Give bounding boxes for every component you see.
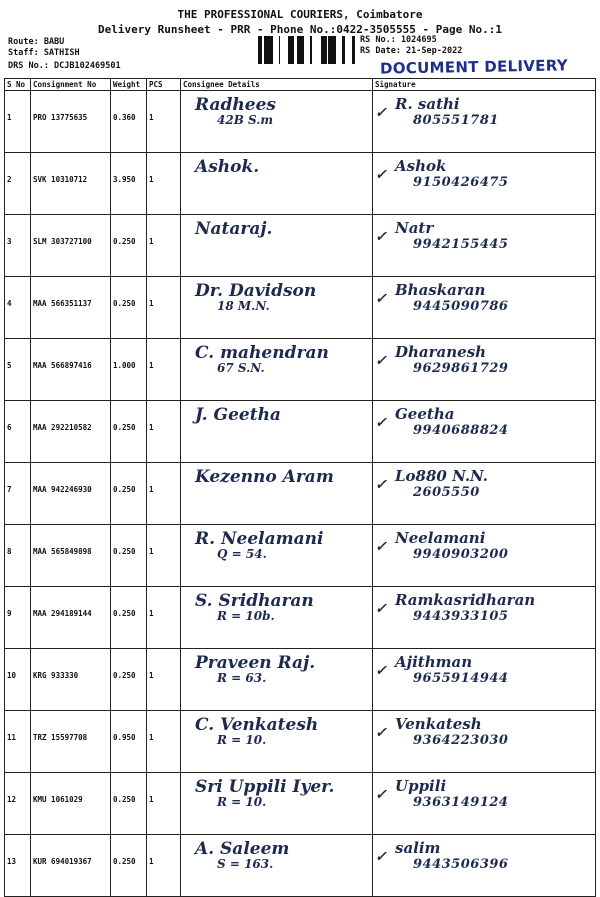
consignee-note: R = 10.: [217, 733, 267, 747]
rs-number: RS No.: 1024695: [360, 35, 437, 45]
consignee-name: Ashok.: [195, 157, 260, 177]
signature-phone: 9629861729: [413, 361, 509, 376]
signature-cell: [373, 215, 596, 277]
pieces-value: 1: [147, 215, 181, 277]
table-row: [5, 91, 596, 153]
signature-phone: 9940688824: [413, 423, 509, 438]
col-consignee: Consignee Details: [181, 79, 373, 91]
table-row: [5, 525, 596, 587]
table-row: [5, 711, 596, 773]
table-row: [5, 215, 596, 277]
pieces-value: 1: [147, 277, 181, 339]
weight-value: 0.360: [111, 91, 147, 153]
signature-check-icon: ✓: [375, 663, 387, 679]
signature-check-icon: ✓: [375, 415, 387, 431]
consignee-note: Q = 54.: [217, 547, 267, 561]
consignee-note: 67 S.N.: [217, 361, 265, 375]
serial-number: 3: [5, 215, 31, 277]
signature-phone: 9940903200: [413, 547, 509, 562]
signature-phone: 9443933105: [413, 609, 509, 624]
signature-cell: [373, 153, 596, 215]
signature-name: Ramkasridharan: [395, 591, 536, 609]
pieces-value: 1: [147, 773, 181, 835]
consignee-note: R = 63.: [217, 671, 267, 685]
signature-phone: 9150426475: [413, 175, 509, 190]
weight-value: 0.250: [111, 835, 147, 897]
signature-check-icon: ✓: [375, 787, 387, 803]
consignee-name: S. Sridharan: [195, 591, 314, 611]
serial-number: 4: [5, 277, 31, 339]
signature-phone: 9443506396: [413, 857, 509, 872]
consignment-number: MAA 294189144: [31, 587, 111, 649]
consignee-name: Kezenno Aram: [195, 467, 334, 487]
table-row: [5, 463, 596, 525]
signature-name: Ashok: [395, 157, 447, 175]
signature-cell: [373, 649, 596, 711]
runsheet-table: [4, 78, 596, 897]
col-weight: Weight: [111, 79, 147, 91]
pieces-value: 1: [147, 711, 181, 773]
serial-number: 2: [5, 153, 31, 215]
signature-cell: [373, 525, 596, 587]
consignee-details: [181, 835, 373, 897]
signature-name: Lo880 N.N.: [395, 467, 489, 485]
pieces-value: 1: [147, 463, 181, 525]
runsheet-title: Delivery Runsheet - PRR - Phone No.:0422-3505555 - Page No.:1: [98, 23, 502, 36]
signature-phone: 9363149124: [413, 795, 509, 810]
pieces-value: 1: [147, 649, 181, 711]
signature-check-icon: ✓: [375, 229, 387, 245]
route-label: Route: BABU: [8, 37, 65, 47]
pieces-value: 1: [147, 587, 181, 649]
consignment-number: KRG 933330: [31, 649, 111, 711]
consignee-name: Dr. Davidson: [195, 281, 317, 301]
serial-number: 9: [5, 587, 31, 649]
consignee-name: J. Geetha: [195, 405, 281, 425]
rs-date: RS Date: 21-Sep-2022: [360, 46, 463, 56]
consignee-name: Nataraj.: [195, 219, 273, 239]
consignee-note: 42B S.m: [217, 113, 274, 127]
table-row: [5, 153, 596, 215]
signature-check-icon: ✓: [375, 601, 387, 617]
consignment-number: MAA 565849898: [31, 525, 111, 587]
consignee-details: [181, 587, 373, 649]
signature-check-icon: ✓: [375, 725, 387, 741]
weight-value: 0.250: [111, 773, 147, 835]
consignment-number: SLM 303727100: [31, 215, 111, 277]
weight-value: 0.250: [111, 525, 147, 587]
signature-cell: [373, 463, 596, 525]
signature-cell: [373, 339, 596, 401]
consignee-details: [181, 525, 373, 587]
weight-value: 0.250: [111, 277, 147, 339]
consignment-number: MAA 942246930: [31, 463, 111, 525]
consignee-details: [181, 277, 373, 339]
table-row: [5, 649, 596, 711]
weight-value: 0.950: [111, 711, 147, 773]
consignee-name: A. Saleem: [195, 839, 290, 859]
consignee-details: [181, 215, 373, 277]
serial-number: 13: [5, 835, 31, 897]
consignment-number: PRO 13775635: [31, 91, 111, 153]
consignment-number: KMU 1061029: [31, 773, 111, 835]
signature-cell: [373, 711, 596, 773]
signature-name: Ajithman: [395, 653, 473, 671]
col-pcs: PCS: [147, 79, 181, 91]
consignee-details: [181, 91, 373, 153]
serial-number: 11: [5, 711, 31, 773]
table-row: [5, 339, 596, 401]
signature-check-icon: ✓: [375, 105, 387, 121]
pieces-value: 1: [147, 91, 181, 153]
weight-value: 0.250: [111, 215, 147, 277]
consignment-number: MAA 566897416: [31, 339, 111, 401]
table-row: [5, 401, 596, 463]
consignee-name: Sri Uppili Iyer.: [195, 777, 335, 797]
weight-value: 0.250: [111, 587, 147, 649]
signature-cell: [373, 835, 596, 897]
pieces-value: 1: [147, 835, 181, 897]
signature-check-icon: ✓: [375, 477, 387, 493]
signature-cell: [373, 773, 596, 835]
serial-number: 6: [5, 401, 31, 463]
consignee-note: S = 163.: [217, 857, 274, 871]
col-sno: S No: [5, 79, 31, 91]
signature-name: Dharanesh: [395, 343, 487, 361]
signature-name: Bhaskaran: [395, 281, 486, 299]
consignee-name: C. Venkatesh: [195, 715, 319, 735]
weight-value: 0.250: [111, 463, 147, 525]
staff-label: Staff: SATHISH: [8, 48, 80, 58]
consignee-details: [181, 711, 373, 773]
serial-number: 10: [5, 649, 31, 711]
consignee-note: 18 M.N.: [217, 299, 270, 313]
company-title: THE PROFESSIONAL COURIERS, Coimbatore: [177, 8, 423, 21]
col-consignment: Consignment No: [31, 79, 111, 91]
weight-value: 0.250: [111, 401, 147, 463]
consignee-details: [181, 339, 373, 401]
consignment-number: SVK 10310712: [31, 153, 111, 215]
signature-name: Venkatesh: [395, 715, 482, 733]
signature-name: Natr: [395, 219, 434, 237]
signature-cell: [373, 91, 596, 153]
signature-phone: 9364223030: [413, 733, 509, 748]
pieces-value: 1: [147, 401, 181, 463]
signature-phone: 9655914944: [413, 671, 509, 686]
consignment-number: MAA 566351137: [31, 277, 111, 339]
table-row: [5, 835, 596, 897]
serial-number: 5: [5, 339, 31, 401]
signature-phone: 9445090786: [413, 299, 509, 314]
signature-check-icon: ✓: [375, 539, 387, 555]
signature-name: Neelamani: [395, 529, 486, 547]
consignee-note: R = 10.: [217, 795, 267, 809]
consignee-details: [181, 773, 373, 835]
signature-phone: 2605550: [413, 485, 480, 500]
serial-number: 12: [5, 773, 31, 835]
weight-value: 3.950: [111, 153, 147, 215]
table-row: [5, 277, 596, 339]
pieces-value: 1: [147, 153, 181, 215]
weight-value: 0.250: [111, 649, 147, 711]
signature-check-icon: ✓: [375, 353, 387, 369]
pieces-value: 1: [147, 525, 181, 587]
consignment-number: TRZ 15597708: [31, 711, 111, 773]
weight-value: 1.000: [111, 339, 147, 401]
table-row: [5, 587, 596, 649]
barcode-image: [258, 36, 355, 64]
signature-check-icon: ✓: [375, 167, 387, 183]
consignee-details: [181, 649, 373, 711]
consignee-note: R = 10b.: [217, 609, 275, 623]
consignee-name: C. mahendran: [195, 343, 329, 363]
serial-number: 7: [5, 463, 31, 525]
consignee-details: [181, 153, 373, 215]
consignee-name: R. Neelamani: [195, 529, 324, 549]
consignee-name: Radhees: [195, 95, 276, 115]
signature-name: Geetha: [395, 405, 455, 423]
col-signature: Signature: [373, 79, 596, 91]
signature-check-icon: ✓: [375, 291, 387, 307]
consignee-details: [181, 463, 373, 525]
signature-name: R. sathi: [395, 95, 460, 113]
serial-number: 8: [5, 525, 31, 587]
table-header-row: [5, 79, 596, 91]
consignment-number: MAA 292210582: [31, 401, 111, 463]
consignment-number: KUR 694019367: [31, 835, 111, 897]
signature-cell: [373, 277, 596, 339]
drs-number: DRS No.: DCJB102469501: [8, 61, 121, 71]
table-row: [5, 773, 596, 835]
signature-cell: [373, 587, 596, 649]
signature-check-icon: ✓: [375, 849, 387, 865]
signature-name: salim: [395, 839, 441, 857]
consignee-details: [181, 401, 373, 463]
signature-cell: [373, 401, 596, 463]
pieces-value: 1: [147, 339, 181, 401]
serial-number: 1: [5, 91, 31, 153]
consignee-name: Praveen Raj.: [195, 653, 316, 673]
document-delivery-stamp: DOCUMENT DELIVERY: [379, 56, 569, 78]
signature-phone: 9942155445: [413, 237, 509, 252]
signature-phone: 805551781: [413, 113, 499, 128]
signature-name: Uppili: [395, 777, 447, 795]
